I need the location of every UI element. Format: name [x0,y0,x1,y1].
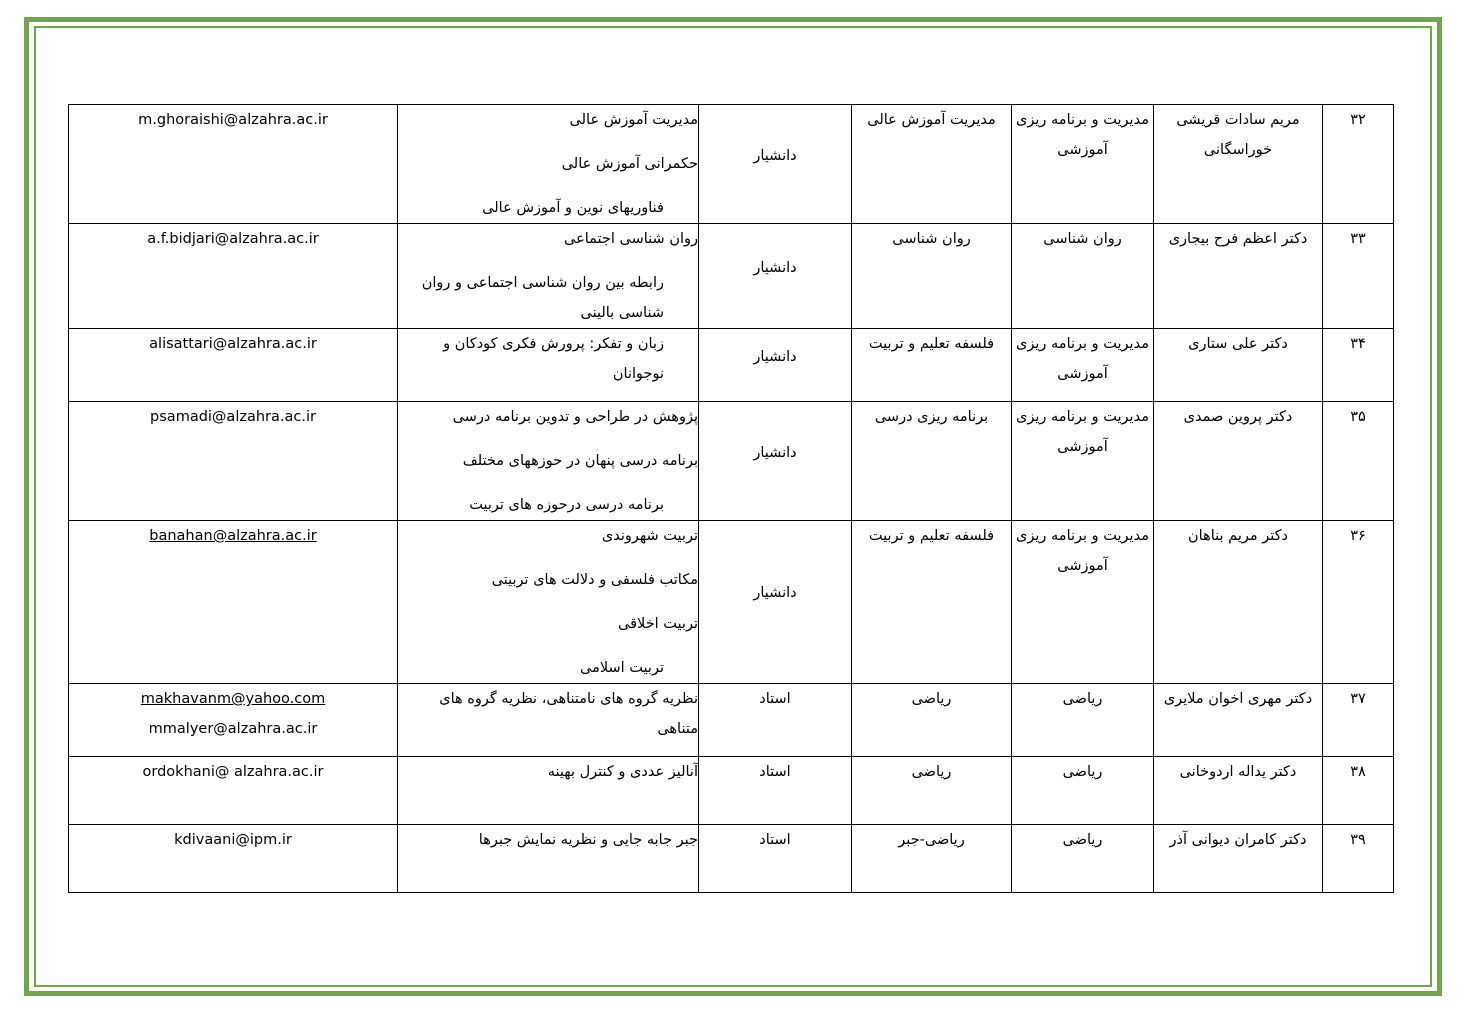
row-number-cell: ۳۳ [1323,224,1394,329]
email-cell [69,329,398,402]
email-cell [69,684,398,757]
email-text[interactable]: kdivaani@ipm.ir [174,832,292,848]
department-cell: مدیریت و برنامه ریزی آموزشی [1012,329,1154,402]
email-cell [69,105,398,224]
field-cell: فلسفه تعلیم و تربیت [852,521,1012,684]
name-cell: دکتر مریم بناهان [1154,521,1323,684]
name-cell: دکتر مهری اخوان ملایری [1154,684,1323,757]
row-number-cell: ۳۸ [1323,757,1394,825]
department-cell: ریاضی [1012,757,1154,825]
course-item: حکمرانی آموزش عالی [561,156,698,172]
table-row [69,825,1394,893]
email-text[interactable]: m.ghoraishi@alzahra.ac.ir [138,112,328,128]
row-number-cell: ۳۴ [1323,329,1394,402]
course-item: فناوریهای نوین و آموزش عالی [482,200,664,216]
department-cell: مدیریت و برنامه ریزی آموزشی [1012,521,1154,684]
table-row [69,684,1394,757]
course-item: جبر جابه جایی و نظریه نمایش جبرها [478,832,698,848]
name-cell: دکتر اعظم فرح بیجاری [1154,224,1323,329]
rank-cell: دانشیار [699,224,852,329]
email-link[interactable]: makhavanm@yahoo.com [140,691,326,707]
email-text[interactable]: ordokhani@ alzahra.ac.ir [142,764,324,780]
email-cell [69,757,398,825]
field-cell: برنامه ریزی درسی [852,402,1012,521]
row-number-cell: ۳۲ [1323,105,1394,224]
row-number-cell: ۳۵ [1323,402,1394,521]
department-cell: ریاضی [1012,825,1154,893]
courses-cell [398,402,699,521]
rank-cell: استاد [699,684,852,757]
table-row [69,402,1394,521]
courses-cell [398,224,699,329]
email-link[interactable]: banahan@alzahra.ac.ir [149,528,317,544]
email-cell [69,825,398,893]
row-number-cell: ۳۶ [1323,521,1394,684]
department-cell: مدیریت و برنامه ریزی آموزشی [1012,402,1154,521]
course-item: روان شناسی اجتماعی [564,231,698,247]
course-item: رابطه بین روان شناسی اجتماعی و روان شناسی بالینی [421,275,664,321]
rank-cell: دانشیار [699,521,852,684]
course-item: زبان و تفکر: پرورش فکری کودکان و نوجوانان [443,336,664,382]
name-cell: دکتر پروین صمدی [1154,402,1323,521]
course-item: تربیت اسلامی [580,660,664,676]
rank-cell: دانشیار [699,402,852,521]
course-item: نظریه گروه های نامتناهی، نظریه گروه های متناهی [439,691,698,737]
table-row [69,329,1394,402]
courses-cell [398,757,699,825]
rank-cell: دانشیار [699,329,852,402]
rank-cell: دانشیار [699,105,852,224]
course-item: پژوهش در طراحی و تدوین برنامه درسی [452,409,698,425]
courses-cell [398,684,699,757]
department-cell: ریاضی [1012,684,1154,757]
course-item: تربیت شهروندی [601,528,698,544]
course-item: تربیت اخلاقی [618,616,698,632]
email-text[interactable]: alisattari@alzahra.ac.ir [149,336,317,352]
table-row [69,105,1394,224]
course-item: برنامه درسی درحوزه های تربیت [469,497,664,513]
table-row [69,521,1394,684]
course-item: مدیریت آموزش عالی [569,112,698,128]
row-number-cell: ۳۷ [1323,684,1394,757]
email-text[interactable]: a.f.bidjari@alzahra.ac.ir [147,231,319,247]
email-cell [69,402,398,521]
email-text[interactable]: mmalyer@alzahra.ac.ir [148,721,318,737]
rank-cell: استاد [699,757,852,825]
field-cell: روان شناسی [852,224,1012,329]
email-cell [69,521,398,684]
courses-cell [398,105,699,224]
name-cell: مریم سادات قریشی خوراسگانی [1154,105,1323,224]
field-cell: ریاضی-جبر [852,825,1012,893]
name-cell: دکتر علی ستاری [1154,329,1323,402]
course-item: برنامه درسی پنهان در حوزههای مختلف [462,453,698,469]
rank-cell: استاد [699,825,852,893]
table-row [69,224,1394,329]
course-item: آنالیز عددی و کنترل بهینه [547,764,698,780]
courses-cell [398,329,699,402]
courses-cell [398,521,699,684]
field-cell: مدیریت آموزش عالی [852,105,1012,224]
department-cell: مدیریت و برنامه ریزی آموزشی [1012,105,1154,224]
course-item: مکاتب فلسفی و دلالت های تربیتی [491,572,698,588]
name-cell: دکتر کامران دیوانی آذر [1154,825,1323,893]
field-cell: ریاضی [852,684,1012,757]
email-cell [69,224,398,329]
email-text[interactable]: psamadi@alzahra.ac.ir [150,409,316,425]
table-row [69,757,1394,825]
courses-cell [398,825,699,893]
field-cell: ریاضی [852,757,1012,825]
row-number-cell: ۳۹ [1323,825,1394,893]
faculty-table [68,104,1394,893]
department-cell: روان شناسی [1012,224,1154,329]
name-cell: دکتر یداله اردوخانی [1154,757,1323,825]
field-cell: فلسفه تعلیم و تربیت [852,329,1012,402]
